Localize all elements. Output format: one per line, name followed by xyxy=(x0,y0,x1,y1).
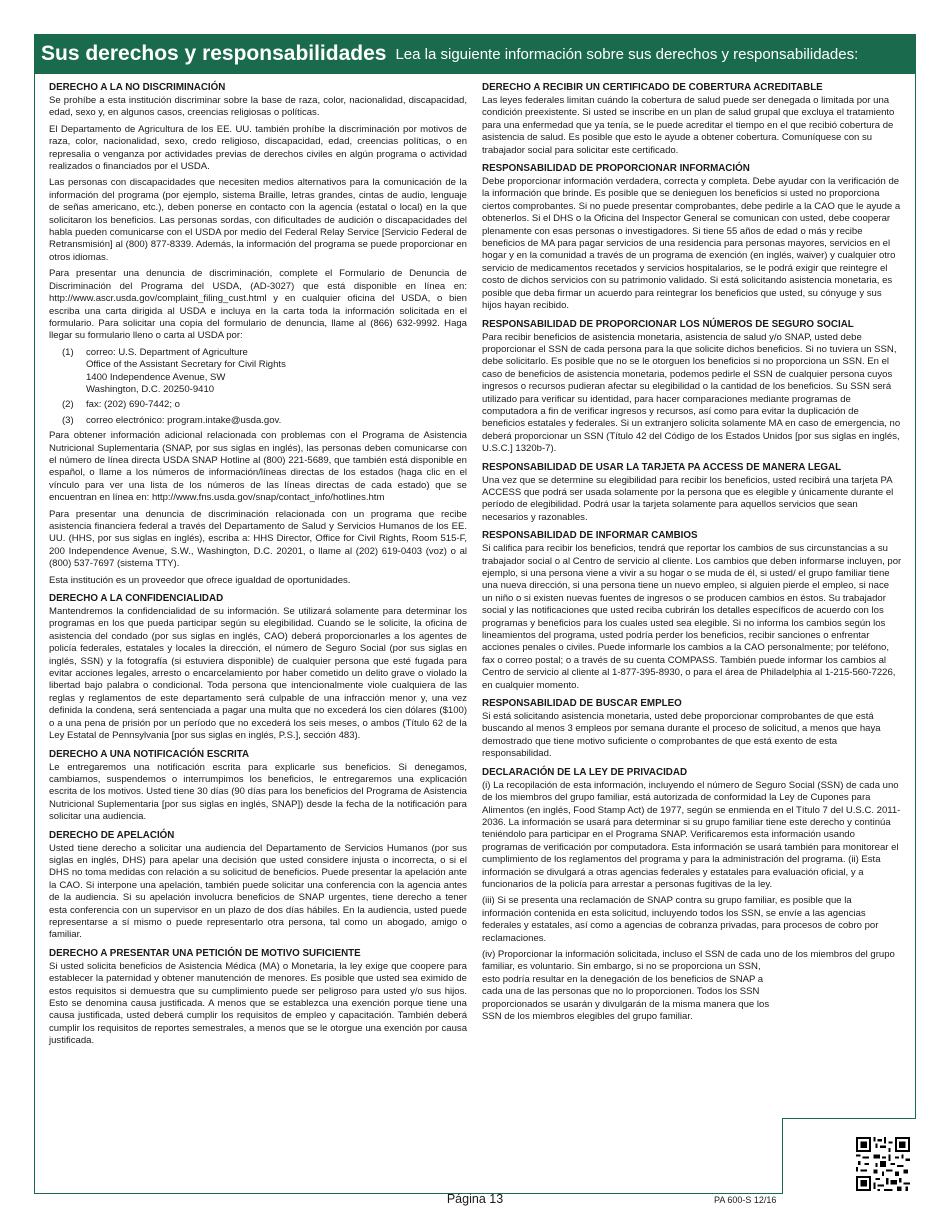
paragraph: Usted tiene derecho a solicitar una audiencia del Departamento de Servicios Humanos (por sus siglas en inglés, DHS) para apelar una decisión que usted considere injusta o incorrecta, o si el DHS no toma medidas con relación a su solicitud de beneficios. Puede presentar la apelación ante la CAO. Si interpone una apelación, también puede solicitar una conferencia con la agencia antes de la audiencia. Si su apelación involucra beneficios de SNAP urgentes, tiene derecho a tener esta conferencia con un supervisor en un plazo de dos días hábiles. En la audiencia, usted puede representarse a sí mismo o puede representarlo otra persona, tal como un abogado, amigo o familiar. xyxy=(49,842,467,941)
address-line: correo: U.S. Department of Agriculture xyxy=(86,346,248,358)
paragraph: Esta institución es un proveedor que ofrece igualdad de oportunidades. xyxy=(49,574,351,586)
paragraph: (iv) Proporcionar la información solicitada, incluso el SSN de cada uno de los miembros del grupo familiar, es voluntario. Sin embargo, si no se proporciona un SSN, xyxy=(482,948,895,973)
list-item xyxy=(49,399,467,411)
paragraph: (i) La recopilación de esta información, incluyendo el número de Seguro Social (SSN) de cada uno de los miembros del grupo familiar, está autorizada de conformidad la Ley de Cupones para Alimentos (en inglés, Food Stamp Act) de 1977, según se enmienda en el Título 7 del U.S.C. 2011-2036. La información se usará para determinar si su grupo familiar tiene este derecho y continúa teniéndolo para participar en el Programa SNAP. Verificaremos esta información usando programas de verificación por computadora. Esta información se usará también para monitorear el cumplimiento de los reglamentos del programa y para la administración del programa. (ii) Esta información se divulgará a otras agencias federales y estatales para evaluación oficial, y a funcionarios de la policía para arrestar a personas fugitivas de la ley. xyxy=(482,779,901,890)
section-heading: DERECHO A LA NO DISCRIMINACIÓN xyxy=(49,82,226,93)
paragraph: Para presentar una denuncia de discriminación relacionada con un programa que recibe asistencia financiera federal a través del Departamento de Salud y Servicios Humanos de los EE. UU. (HHS, por sus siglas en inglés), escriba a: HHS Director, Office for Civil Rights, Room 515-F, 200 Independence Avenue, S.W., Washington, D.C. 20201, o llame al (202) 619-0403 (voz) o al (800) 537-7697 (sistema TTY). xyxy=(49,508,467,570)
page-title: Sus derechos y responsabilidades xyxy=(41,42,387,65)
address-line: 1400 Independence Avenue, SW xyxy=(86,371,226,383)
paragraph: Para recibir beneficios de asistencia monetaria, asistencia de salud y/o SNAP, usted debe proporcionar el SSN de cada persona para la que solicite dichos beneficios. Si no tuviera un SSN, debe solicitarlo. Es posible que no se le otorguen los beneficios si no proporciona un SSN. En el caso de beneficios de asistencia monetaria, podemos pedirle el SSN de cualquier persona cuyos ingresos o recursos pudieran afectar su elegibilidad o la cantidad de los beneficios. Su SSN será utilizado para verificar su identidad, para hacer comparaciones mediante programas de computadora a fin de verificar ingresos y recursos, así como para evitar la duplicación de beneficios estatales y federales. Si un extranjero solicita solamente MA en caso de emergencia, no deberá proporcionar un SSN (Título 42 del Código de los Estados Unidos [por sus siglas en inglés, U.S.C.] 1320b-7). xyxy=(482,331,901,455)
section-heading: RESPONSABILIDAD DE INFORMAR CAMBIOS xyxy=(482,530,698,542)
paragraph: Le entregaremos una notificación escrita para explicarle sus beneficios. Si denegamos, cambiamos, suspendemos o interrumpimos los beneficios, le entregaremos una explicación escrita de los motivos. Usted tiene 30 días (90 días para los beneficios del Programa de Asistencia Nutricional Suplementaria [por sus siglas en inglés, SNAP]) desde la fecha de la notificación para solicitar una audiencia. xyxy=(49,761,467,823)
address-line: Office of the Assistant Secretary for Civil Rights xyxy=(86,359,286,371)
section-heading: RESPONSABILIDAD DE BUSCAR EMPLEO xyxy=(482,698,682,710)
paragraph: Las leyes federales limitan cuándo la cobertura de salud puede ser denegada o limitada por una condición preexistente. Si usted se inscribe en un plan de salud grupal que excluya el tratamiento para una enfermedad que ya tenía, se le puede acreditar el tiempo en el que recibió cobertura de asistencia de salud. Es posible que esto le ayude a obtener cobertura. Comuníquese con su trabajador social para solicitar este certificado. xyxy=(482,95,895,156)
paragraph: Para presentar una denuncia de discriminación, complete el Formulario de Denuncia de Discriminación del Programa del USDA, (AD-3027) que está disponible en línea en: http://www.ascr.usda.gov/complaint_filing_cust.html y en cualquier oficina del USDA, o bien escriba una carta dirigida al USDA e incluya en la carta toda la información solicitada en el formulario. Para solicitar una copia del formulario de denuncia, llame al (866) 632-9992. Haga llegar su formulario lleno o carta al USDA por: xyxy=(49,268,467,342)
paragraph: esto podría resultar en la denegación de los beneficios de SNAP a cada una de las personas que no lo proporcionen. Todos los SSN proporcionados se usarán y divulgarán de la misma manera que los SSN de los miembros elegibles del grupo familiar. xyxy=(482,973,770,1022)
paragraph: Si usted solicita beneficios de Asistencia Médica (MA) o Monetaria, la ley exige que coopere para establecer la paternidad y obtener manutención de menores. Es posible que usted sea eximido de estos requisitos si demuestra que su cumplimiento puede ser peligroso para usted y/o sus hijos. Esto se denomina causa justificada. A menos que se establezca una exención porque tiene una causa justificada, usted deberá cumplir los requisitos de empleo y capacitación. También deberá cumplir los requisitos de reportes semestrales, a menos que se le otorgue una exención por causa justificada. xyxy=(49,960,467,1047)
paragraph: Las personas con discapacidades que necesiten medios alternativos para la comunicación de la información del programa (por ejemplo, sistema Braille, letras grandes, cintas de audio, lenguaje de señas americano, etc.), deben ponerse en contacto con la agencia (estatal o local) en la que solicitaron los beneficios. Las personas sordas, con dificultades de audición o discapacidades del habla pueden comunicarse con el USDA por medio del Federal Relay Service [Servicio Federal de Retransmisión] al (800) 877-8339. Además, la información del programa se puede proporcionar en otros idiomas. xyxy=(49,177,467,263)
section-heading: DERECHO A LA CONFIDENCIALIDAD xyxy=(49,593,224,605)
list-number: (1) xyxy=(62,346,74,358)
section-heading: DERECHO A UNA NOTIFICACIÓN ESCRITA xyxy=(49,748,250,760)
section-heading: RESPONSABILIDAD DE PROPORCIONAR LOS NÚMEROS DE SEGURO SOCIAL xyxy=(482,318,854,330)
qr-code-icon xyxy=(856,1137,910,1191)
section-heading: DERECHO A RECIBIR UN CERTIFICADO DE COBERTURA ACREDITABLE xyxy=(482,82,823,93)
section-heading: RESPONSABILIDAD DE USAR LA TARJETA PA ACCESS DE MANERA LEGAL xyxy=(482,461,842,473)
section-heading: DERECHO A PRESENTAR UNA PETICIÓN DE MOTIVO SUFICIENTE xyxy=(49,947,361,959)
paragraph: Si está solicitando asistencia monetaria, usted debe proporcionar comprobantes de que está buscando al menos 3 empleos por semana durante el proceso de solicitud, a menos que haya demostrado que tiene motivo suficiente o comprobantes de que está exento de esta responsabilidad. xyxy=(482,711,881,760)
paragraph: Mantendremos la confidencialidad de su información. Se utilizará solamente para determinar los programas en los que pueda participar según su elegibilidad. Cuando se le solicite, la oficina de asistencia del condado (por sus siglas en inglés, CAO) deberá proporcionarles a los agentes de policía federales, estatales y locales la dirección, el número de Seguro Social (por sus siglas en inglés, SSN) y la fotografía (si estuviera disponible) de cualquier persona que esté fugada para evitar acciones legales, arresto o encarcelamiento por haber cometido un delito grave o violado la libertad bajo palabra o condicional. Toda persona que intencionalmente viole cualquiera de las reglas y reglamentos de este departamento será culpable de una infracción menor y, una vez definida la condena, será sentenciada a pagar una multa que no excederá los cien dólares ($100) o a una pena de prisión por un período que no excederá los seis meses, o ambos (Título 62 de la Ley Estatal de Pennsylvania [por sus siglas en inglés, P.S.], sección 483). xyxy=(49,606,467,742)
page-subtitle: Lea la siguiente información sobre sus derechos y responsabilidades: xyxy=(395,45,859,63)
fax-line: fax: (202) 690-7442; o xyxy=(86,399,180,411)
list-item xyxy=(49,347,467,397)
list-number: (2) xyxy=(62,399,74,411)
list-item xyxy=(49,415,467,427)
paragraph: Una vez que se determine su elegibilidad para recibir los beneficios, usted recibirá una tarjeta PA ACCESS que podrá ser usada solamente por la persona que es elegible y únicamente durante el período de elegibilidad. Podrá usar la tarjeta solamente para aquellos servicios que sean necesarios y razonables. xyxy=(482,474,894,523)
right-column xyxy=(482,82,902,1027)
paragraph: Debe proporcionar información verdadera, correcta y completa. Debe ayudar con la verificación de la información que brinde. Es posible que se denieguen los beneficios si usted no proporciona ciertos comprobantes. Si no puede presentar comprobantes, debe pedirle a la CAO que le ayude a obtenerlos. Si el DHS o la Oficina del Inspector General se comunican con usted, debe cooperar plenamente con esas personas o investigadores. Si tiene 55 años de edad o más y recibe beneficios de MA para pagar servicios de una residencia para personas mayores, servicios en el hogar y en la comunidad a través de un programa de exención (en inglés, waiver) y cualquier otro servicio de medicamentos recetados y servicios hospitalarios, se le podrá exigir que reintegre el costo de dichos servicios con su patrimonio validado. Si está solicitando asistencia monetaria, es posible que deba firmar un acuerdo para reintegrar los beneficios que usted, su cónyuge y sus hijos hayan recibido. xyxy=(482,176,901,312)
paragraph: Si califica para recibir los beneficios, tendrá que reportar los cambios de sus circunstancias a su trabajador social o al Centro de servicio al cliente. Los cambios que deben informarse incluyen, por ejemplo, si una persona viene a vivir a su hogar o se muda de él, si usted/ el grupo familiar tiene una nueva dirección, si una persona tiene un nuevo empleo, si alguien pierde el empleo, si nace un niño o si existen nuevas fuentes de ingresos o se producen cambios en éstos. Su trabajador social y las notificaciones que usted reciba cubrirán los detalles específicos de acuerdo con los programas y beneficios para los cuales usted sea elegible. Si no informa los cambios según los lineamientos del programa, usted podría perder los beneficios, recibir sanciones o enfrentar acciones penales o civiles. Puede informarle los cambios a la CAO personalmente; por teléfono, fax o correo postal; o a través de su cuenta COMPASS. También puede informar los cambios al Centro de servicio al cliente al 1-877-395-8930, o para el área de Philadelphia al 1-215-560-7226, en cualquier momento. xyxy=(482,543,902,691)
paragraph: Se prohíbe a esta institución discriminar sobre la base de raza, color, nacionalidad, discapacidad, edad, sexo y, en algunos casos, creencias religiosas o políticas. xyxy=(49,95,467,119)
email-line: correo electrónico: program.intake@usda.gov. xyxy=(86,414,282,426)
paragraph: (iii) Si se presenta una reclamación de SNAP contra su grupo familiar, es posible que la información contenida en esta solicitud, incluyendo todos los SSN, se envíe a las agencias federales y estatales, así como a agencias de cobranza privadas, para procesos de cobro por reclamaciones. xyxy=(482,895,879,944)
paragraph: Para obtener información adicional relacionada con problemas con el Programa de Asistencia Nutricional Suplementaria (SNAP, por sus siglas en inglés), las personas deben comunicarse con el número de línea directa USDA SNAP Hotline al (800) 221-5689, que también está disponible en español, o llame a los números de información/líneas directas de los estados (haga clic en el vínculo para ver una lista de los números de las líneas directas de cada estado) que se encuentran en línea en: http://www.fns.usda.gov/snap/contact_info/hotlines.htm xyxy=(49,430,467,504)
section-heading: RESPONSABILIDAD DE PROPORCIONAR INFORMACIÓN xyxy=(482,163,750,175)
section-heading: DECLARACIÓN DE LA LEY DE PRIVACIDAD xyxy=(482,766,688,778)
address-line: Washington, D.C. 20250-9410 xyxy=(86,383,215,395)
left-column xyxy=(49,82,467,1052)
page-number: Página 13 xyxy=(446,1192,504,1206)
section-heading: DERECHO DE APELACIÓN xyxy=(49,829,175,841)
list-number: (3) xyxy=(62,414,74,426)
form-id: PA 600-S 12/16 xyxy=(714,1195,777,1205)
paragraph: El Departamento de Agricultura de los EE. UU. también prohíbe la discriminación por motivos de raza, color, nacionalidad, sexo, credo religioso, discapacidad, edad, creencias políticas, o en represalia o venganza por actividades previas de derechos civiles en algún programa o actividad realizados o financiados por el USDA. xyxy=(49,123,467,173)
section-header xyxy=(34,34,916,74)
